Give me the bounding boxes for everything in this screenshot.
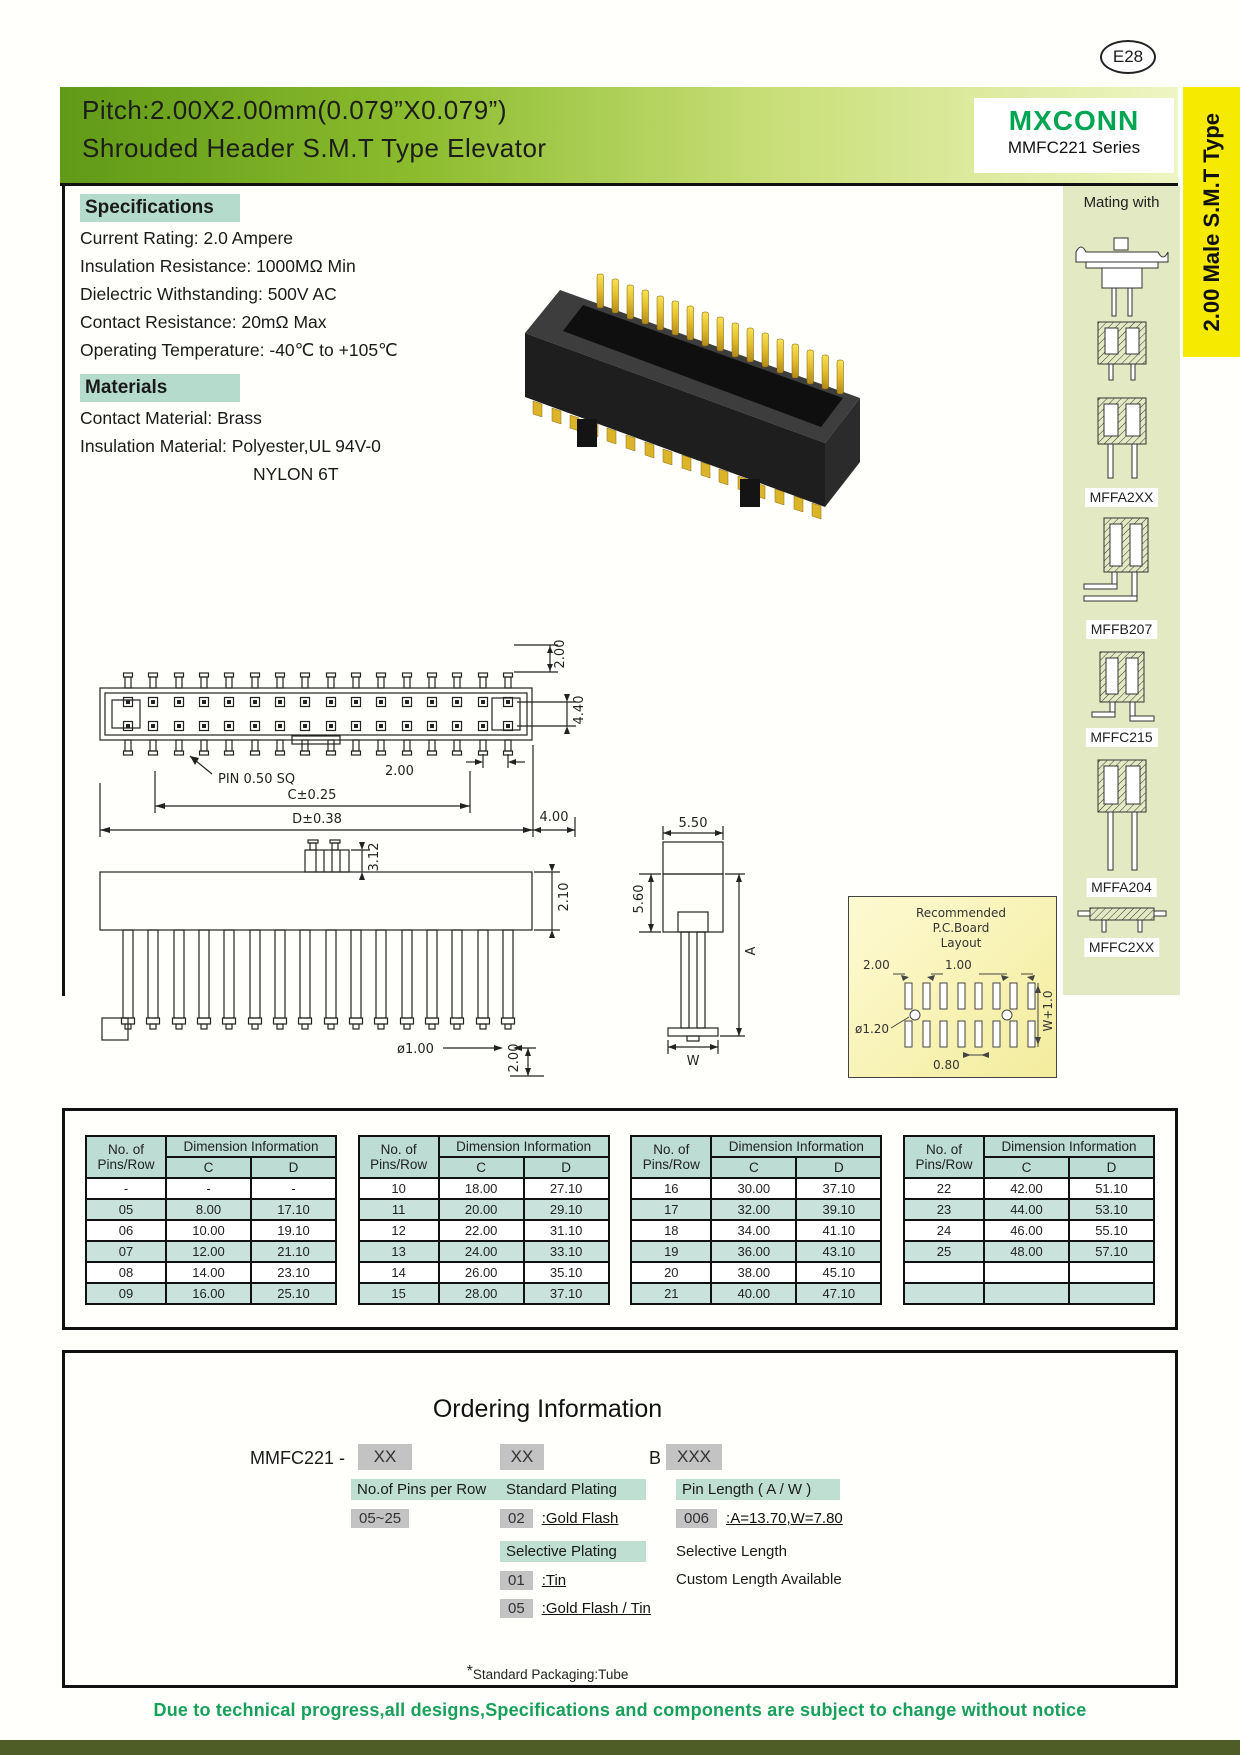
mating-partner-label: MFFA204 <box>1086 878 1157 897</box>
material-line: Contact Material: Brass <box>80 408 262 428</box>
side-tab-label: 2.00 Male S.M.T Type <box>1198 112 1224 332</box>
ordering-title: Ordering Information <box>432 1395 663 1423</box>
brand-logo: MXCONN <box>1008 105 1140 136</box>
dim-label: D±0.38 <box>292 812 342 827</box>
table-row: 06 10.00 19.10 <box>86 1220 336 1241</box>
length-option-row: 006 :A=13.70,W=7.80 <box>676 1509 843 1528</box>
series-name: MMFC221 Series <box>1007 138 1141 157</box>
table-row: 14 26.00 35.10 <box>359 1262 609 1283</box>
header-bar <box>60 87 1178 186</box>
pcb-pads <box>891 974 1038 1055</box>
table-row: 21 40.00 47.10 <box>631 1283 881 1304</box>
table-row: 17 32.00 39.10 <box>631 1199 881 1220</box>
table-row: 23 44.00 53.10 <box>904 1199 1154 1220</box>
dim-label: 5.50 <box>678 816 708 831</box>
dim-label: W <box>686 1054 700 1069</box>
packaging-footnote: *Standard Packaging:Tube <box>466 1663 629 1682</box>
cable-connector-drawing <box>1072 222 1172 387</box>
table-header-row: C D <box>904 1157 1154 1178</box>
selective-plating-label: Selective Plating <box>500 1541 646 1562</box>
mating-connector-drawing <box>1090 394 1154 486</box>
dim-label: 4.40 <box>572 695 587 725</box>
end-view-dims <box>639 826 745 1054</box>
dimension-table <box>630 1135 882 1305</box>
custom-length-label: Custom Length Available <box>676 1571 842 1588</box>
table-row: 20 38.00 45.10 <box>631 1262 881 1283</box>
spec-line: Operating Temperature: -40℃ to +105℃ <box>80 340 398 360</box>
dim-label: 4.00 <box>539 810 569 825</box>
plating-option-row: 05 :Gold Flash / Tin <box>500 1599 651 1618</box>
mating-partner-label: MFFC2XX <box>1084 938 1159 957</box>
pcb-title: Recommended <box>915 906 1007 920</box>
table-header-row: No. of Pins/Row Dimension Information <box>359 1136 609 1157</box>
dimension-table <box>85 1135 337 1305</box>
selective-length-label: Selective Length <box>676 1543 787 1560</box>
dim-label: 2.10 <box>557 882 572 912</box>
mating-heading: Mating with <box>1083 194 1160 211</box>
table-header-row: No. of Pins/Row Dimension Information <box>904 1136 1154 1157</box>
table-row: 07 12.00 21.10 <box>86 1241 336 1262</box>
spec-line: Dielectric Withstanding: 500V AC <box>80 284 337 304</box>
table-row: 10 18.00 27.10 <box>359 1178 609 1199</box>
pin-length-label: Pin Length ( A / W ) <box>676 1479 840 1500</box>
mating-connector-drawing <box>1084 648 1160 726</box>
end-view-body <box>663 842 723 1041</box>
footer-bar <box>0 1740 1240 1755</box>
table-header-row: C D <box>86 1157 336 1178</box>
code-box-plating: XX <box>500 1444 544 1470</box>
table-row: 11 20.00 29.10 <box>359 1199 609 1220</box>
table-row: 08 14.00 23.10 <box>86 1262 336 1283</box>
spec-line: Insulation Resistance: 1000MΩ Min <box>80 256 356 276</box>
standard-plating-label: Standard Plating <box>500 1479 646 1500</box>
code-box-pins: XX <box>358 1444 412 1470</box>
dim-label: 2.00 <box>385 764 414 779</box>
table-row: 15 28.00 37.10 <box>359 1283 609 1304</box>
specifications-heading: Specifications <box>80 194 240 222</box>
code-box-length: XXX <box>666 1444 722 1470</box>
side-view-body <box>100 840 532 1040</box>
pcb-title: Layout <box>940 936 982 950</box>
code-b-label: B <box>649 1448 662 1468</box>
table-header-row: No. of Pins/Row Dimension Information <box>86 1136 336 1157</box>
page-title-line1: Pitch:2.00X2.00mm(0.079”X0.079”) <box>82 95 507 125</box>
pcb-dim: ø1.20 <box>855 1022 890 1036</box>
materials-heading: Materials <box>80 374 240 402</box>
mating-partner-label: MFFC215 <box>1085 728 1157 747</box>
table-row <box>904 1283 1154 1304</box>
mating-connector-drawing <box>1080 514 1164 614</box>
table-row: 12 22.00 31.10 <box>359 1220 609 1241</box>
side-view-dims <box>351 850 560 1076</box>
ordering-information-box <box>62 1350 1178 1688</box>
product-photo <box>505 205 955 535</box>
pins-per-row-label: No.of Pins per Row <box>351 1479 505 1500</box>
table-header-row: C D <box>631 1157 881 1178</box>
table-row: - - - <box>86 1178 336 1199</box>
part-number-prefix: MMFC221 - <box>250 1448 346 1468</box>
plating-option-row: 02 :Gold Flash <box>500 1509 618 1528</box>
mating-connector-drawing <box>1076 902 1168 936</box>
dim-label: PIN 0.50 SQ <box>218 772 296 787</box>
pcb-dim: 0.80 <box>933 1058 960 1072</box>
pcb-title: P.C.Board <box>932 921 990 935</box>
technical-drawing <box>62 555 852 1110</box>
dimension-table <box>358 1135 610 1305</box>
page-title-line2: Shrouded Header S.M.T Type Elevator <box>82 133 547 163</box>
dim-label: 5.60 <box>632 884 647 914</box>
mating-connector-drawing <box>1090 756 1154 876</box>
side-tab <box>1183 87 1240 357</box>
dimension-table <box>903 1135 1155 1305</box>
mating-partner-label: MFFB207 <box>1086 620 1157 639</box>
table-row <box>904 1262 1154 1283</box>
mating-sidebar <box>1063 186 1180 995</box>
dim-label: C±0.25 <box>287 788 337 803</box>
page-code-badge: E28 <box>1100 40 1156 74</box>
dim-label: 3.12 <box>367 842 382 872</box>
dim-label: 2.00 <box>507 1043 522 1073</box>
pcb-layout-box <box>848 896 1057 1078</box>
dimension-tables-box <box>62 1108 1178 1330</box>
pcb-dim: 2.00 <box>863 958 890 972</box>
pins-range-row <box>351 1509 409 1528</box>
table-row: 16 30.00 37.10 <box>631 1178 881 1199</box>
table-row: 05 8.00 17.10 <box>86 1199 336 1220</box>
dim-label: A <box>744 946 759 956</box>
table-row: 24 46.00 55.10 <box>904 1220 1154 1241</box>
dim-label: 2.00 <box>553 639 568 669</box>
table-row: 18 34.00 41.10 <box>631 1220 881 1241</box>
material-line: NYLON 6T <box>253 464 339 484</box>
table-row: 09 16.00 25.10 <box>86 1283 336 1304</box>
table-header-row: C D <box>359 1157 609 1178</box>
specifications-section <box>80 194 520 492</box>
plating-option-row: 01 :Tin <box>500 1571 566 1590</box>
pins-range-value: 05~25 <box>351 1509 409 1528</box>
footer-disclaimer: Due to technical progress,all designs,Specifications and components are subject to change without notice <box>153 1700 1087 1720</box>
spec-line: Contact Resistance: 20mΩ Max <box>80 312 327 332</box>
top-view-body <box>100 673 532 755</box>
mating-partner-label: MFFA2XX <box>1085 488 1159 507</box>
table-header-row: No. of Pins/Row Dimension Information <box>631 1136 881 1157</box>
table-row: 13 24.00 33.10 <box>359 1241 609 1262</box>
pcb-dim: 1.00 <box>945 958 972 972</box>
spec-line: Current Rating: 2.0 Ampere <box>80 228 294 248</box>
brand-box <box>974 98 1174 173</box>
table-row: 22 42.00 51.10 <box>904 1178 1154 1199</box>
table-row: 19 36.00 43.10 <box>631 1241 881 1262</box>
pcb-dim: W+1.0 <box>1041 990 1055 1032</box>
material-line: Insulation Material: Polyester,UL 94V-0 <box>80 436 381 456</box>
dim-label: ø1.00 <box>397 1042 434 1057</box>
table-row: 25 48.00 57.10 <box>904 1241 1154 1262</box>
